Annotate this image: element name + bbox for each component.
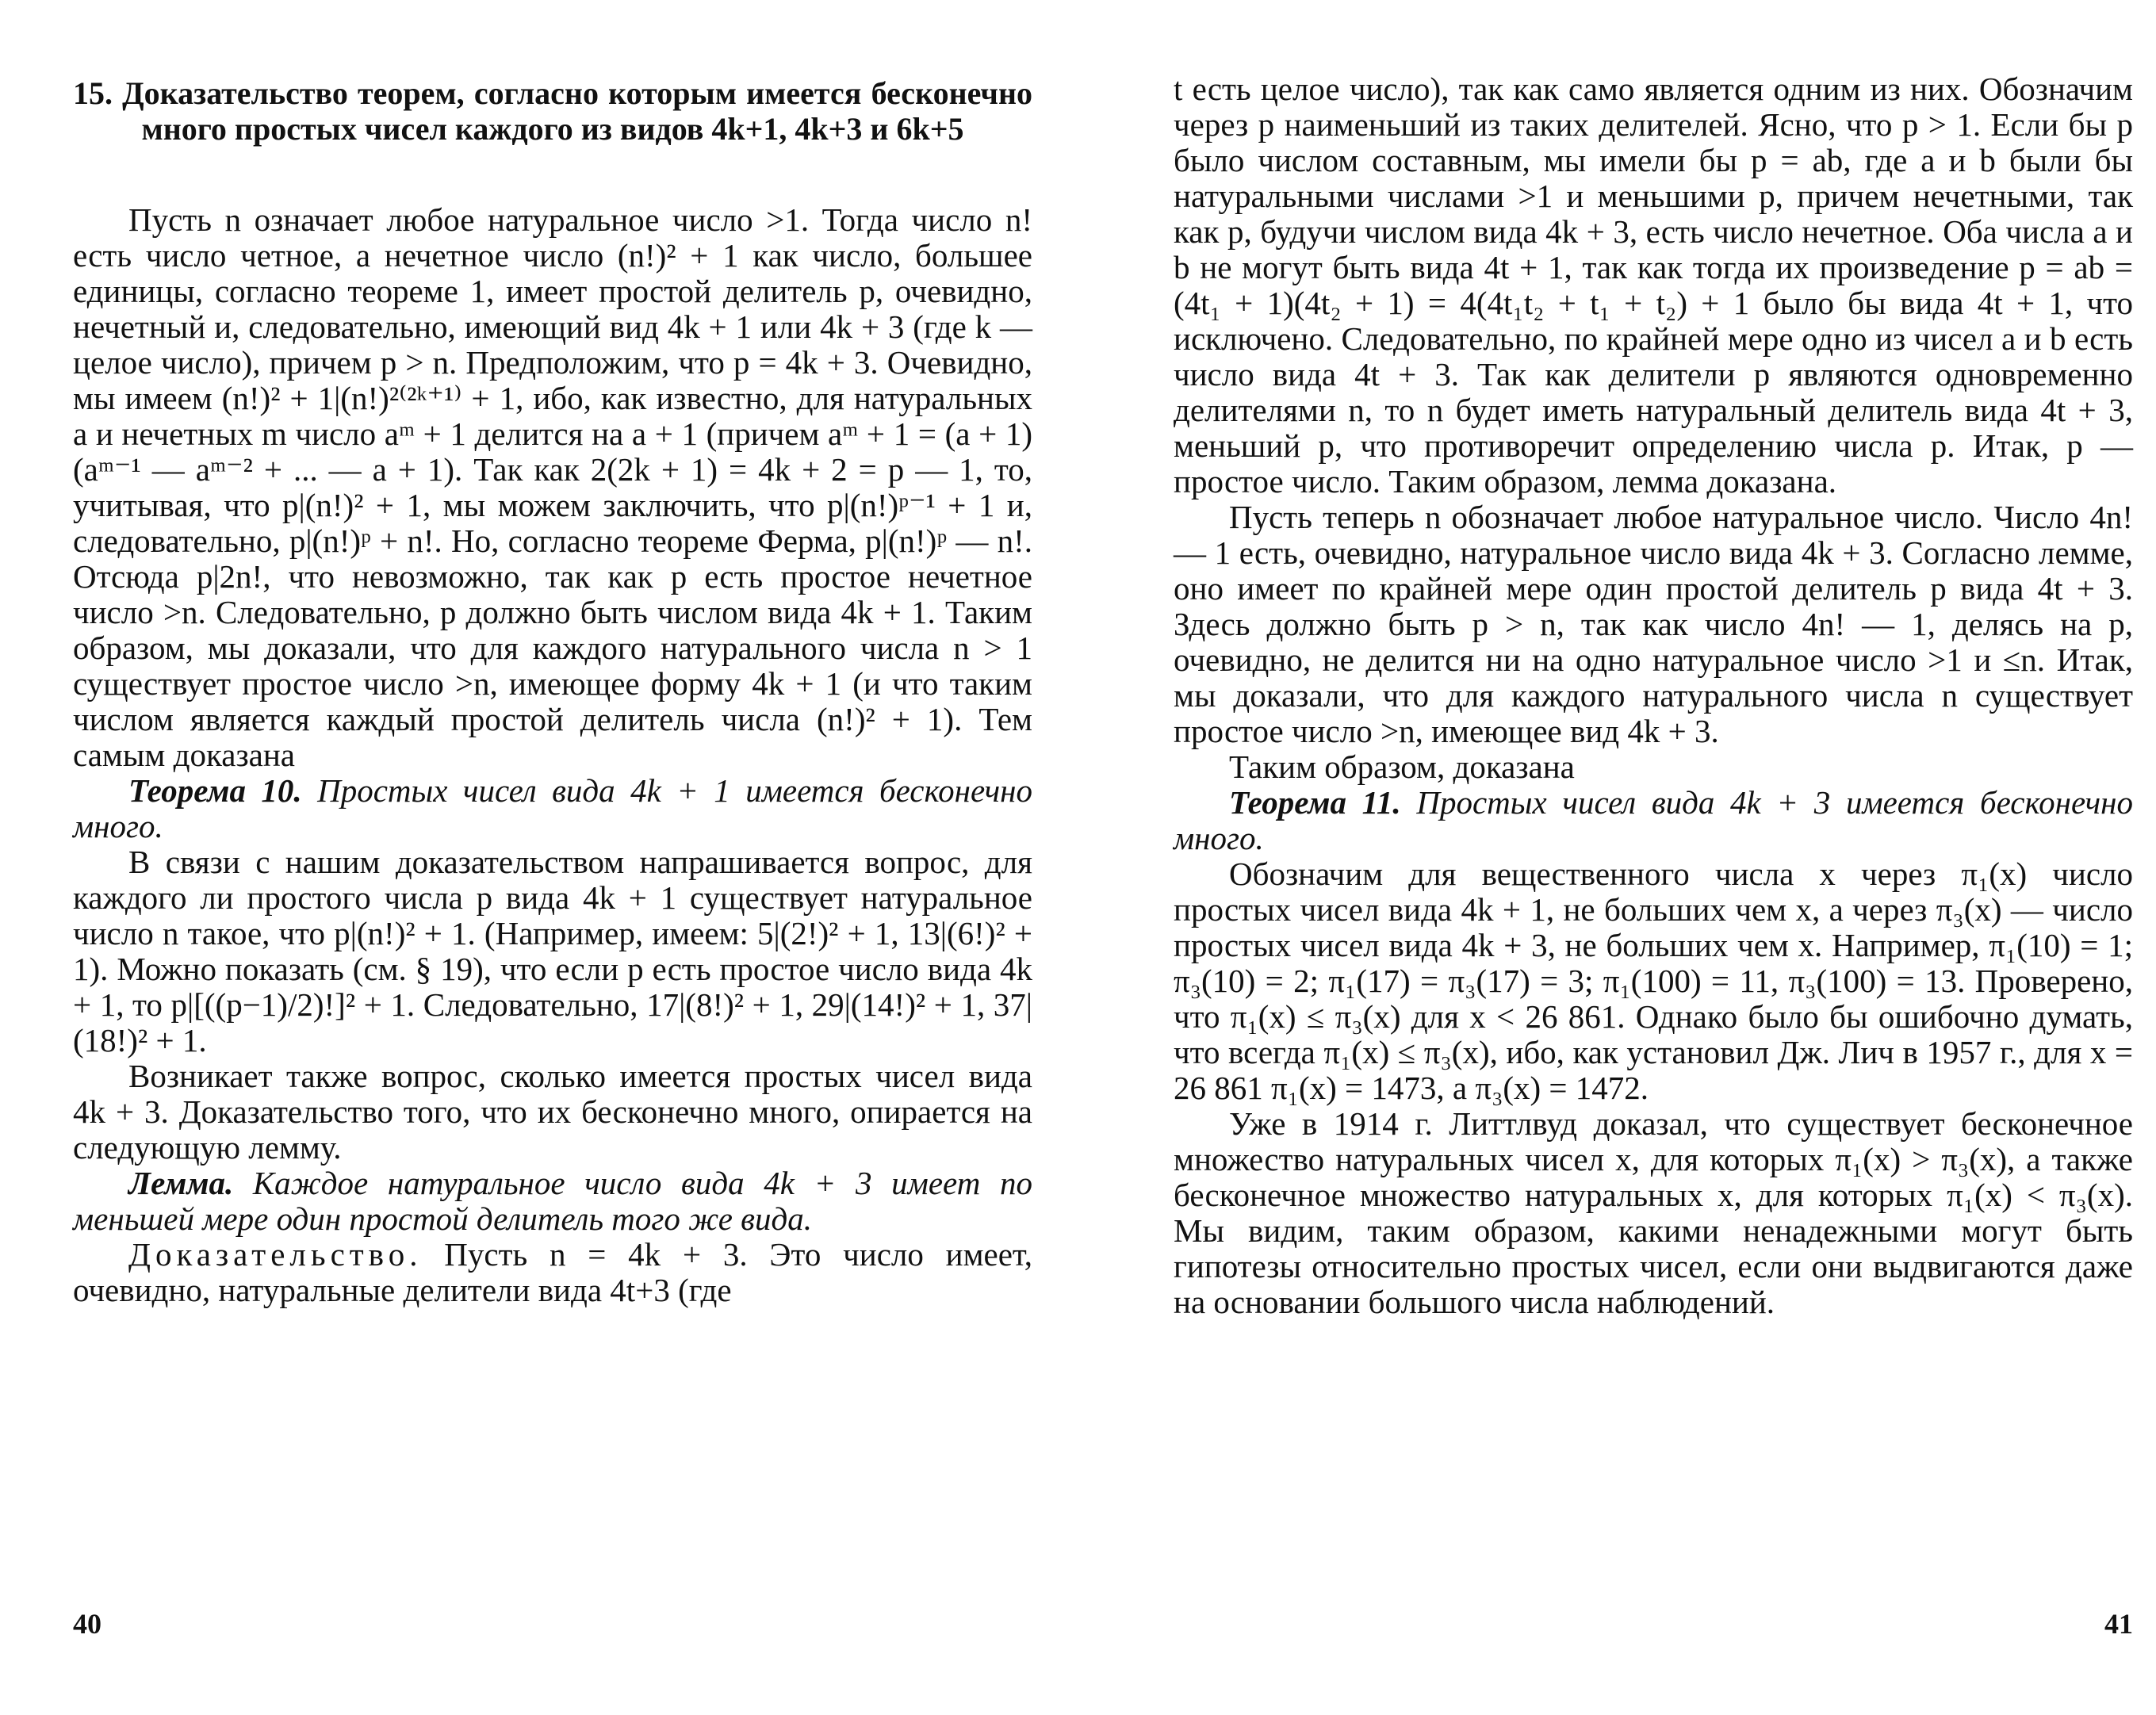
proof-text: Пусть n = 4k + 3. Это число имеет, очевидно, натуральные делители вида 4t+3 (где — [73, 1236, 1032, 1308]
lemma — [73, 1166, 1032, 1237]
right-page-text — [1174, 71, 2133, 1320]
lemma-text: Каждое натуральное число вида 4k + 3 имеет по меньшей мере один простой делитель того же вида. — [73, 1165, 1032, 1237]
paragraph: Уже в 1914 г. Литтлвуд доказал, что существует бесконечное множество натуральных чисел x, для которых π₁(x) > π₃(x), а также бесконечное множество натуральных x, для которых π₁(x) < π₃(x). Мы видим, таким образом, какими ненадежными могут быть гипотезы относительно простых чисел, если они выдвигаются даже на основании большого числа наблюдений. — [1174, 1105, 2133, 1320]
right-page — [1174, 0, 2133, 1715]
left-page — [73, 0, 1032, 1715]
theorem-10 — [73, 773, 1032, 844]
theorem-11-label: Теорема 11. — [1229, 784, 1401, 821]
section-heading: 15. Доказательство теорем, согласно которым имеется бесконечно много простых чисел каждого из видов 4k+1, 4k+3 и 6k+5 — [73, 75, 1032, 147]
theorem-11 — [1174, 785, 2133, 856]
proof-paragraph — [73, 1237, 1032, 1308]
page-number-left: 40 — [73, 1608, 101, 1640]
paragraph: Возникает также вопрос, сколько имеется простых чисел вида 4k + 3. Доказательство того, что их бесконечно много, опирается на следующую лемму. — [73, 1058, 1032, 1166]
left-page-text — [73, 75, 1032, 1308]
theorem-10-text: Простых чисел вида 4k + 1 имеется бесконечно много. — [73, 772, 1033, 844]
theorem-11-text: Простых чисел вида 4k + 3 имеется бесконечно много. — [1174, 784, 2133, 856]
paragraph: В связи с нашим доказательством напрашивается вопрос, для каждого ли простого числа p вида 4k + 1 существует натуральное число n такое, что p|(n!)² + 1. (Например, имеем: 5|(2!)² + 1, 13|(6!)² + 1). Можно показать (см. § 19), что если p есть простое число вида 4k + 1, то p|[((p−1)/2)!]² + 1. Следовательно, 17|(8!)² + 1, 29|(14!)² + 1, 37|(18!)² + 1. — [73, 844, 1032, 1058]
paragraph: Обозначим для вещественного числа x через π₁(x) число простых чисел вида 4k + 1, не больших чем x, а через π₃(x) — число простых чисел вида 4k + 3, не больших чем x. Например, π₁(10) = 1; π₃(10) = 2; π₁(17) = π₃(17) = 3; π₁(100) = 11, π₃(100) = 13. Проверено, что π₁(x) ≤ π₃(x) для x < 26 861. Однако было бы ошибочно думать, что всегда π₁(x) ≤ π₃(x), ибо, как установил Дж. Лич в 1957 г., для x = 26 861 π₁(x) = 1473, а π₃(x) = 1472. — [1174, 856, 2133, 1106]
page-number-right: 41 — [2104, 1608, 2133, 1640]
paragraph: t есть целое число), так как само является одним из них. Обозначим через p наименьший из таких делителей. Ясно, что p > 1. Если бы p было числом составным, мы имели бы p = ab, где a и b были бы натуральными числами >1 и меньшими p, причем нечетными, так как p, будучи числом вида 4k + 3, есть число нечетное. Оба числа a и b не могут быть вида 4t + 1, так как тогда их произведение p = ab = (4t₁ + 1)(4t₂ + 1) = 4(4t₁t₂ + t₁ + t₂) + 1 было бы вида 4t + 1, что исключено. Следовательно, по крайней мере одно из чисел a и b есть число вида 4t + 3. Так как делители p являются одновременно делителями n, то n будет иметь натуральный делитель вида 4t + 3, меньший p, что противоречит определению числа p. Итак, p — простое число. Таким образом, лемма доказана. — [1174, 71, 2133, 500]
proof-label: Доказательство. — [128, 1236, 423, 1273]
paragraph: Пусть n означает любое натуральное число >1. Тогда число n! есть число четное, а нечетное число (n!)² + 1 как число, большее единицы, согласно теореме 1, имеет простой делитель p, очевидно, нечетный и, следовательно, имеющий вид 4k + 1 или 4k + 3 (где k — целое число), причем p > n. Предположим, что p = 4k + 3. Очевидно, мы имеем (n!)² + 1|(n!)²⁽²ᵏ⁺¹⁾ + 1, ибо, как известно, для натуральных a и нечетных m число aᵐ + 1 делится на a + 1 (причем aᵐ + 1 = (a + 1)(aᵐ⁻¹ — aᵐ⁻² + ... — a + 1). Так как 2(2k + 1) = 4k + 2 = p — 1, то, учитывая, что p|(n!)² + 1, мы можем заключить, что p|(n!)ᵖ⁻¹ + 1 и, следовательно, p|(n!)ᵖ + n!. Но, согласно теореме Ферма, p|(n!)ᵖ — n!. Отсюда p|2n!, что невозможно, так как p есть простое нечетное число >n. Следовательно, p должно быть числом вида 4k + 1. Таким образом, мы доказали, что для каждого натурального числа n > 1 существует простое число >n, имеющее форму 4k + 1 (и что таким числом является каждый простой делитель числа (n!)² + 1). Тем самым доказана — [73, 201, 1032, 773]
paragraph: Пусть теперь n обозначает любое натуральное число. Число 4n! — 1 есть, очевидно, натуральное число вида 4k + 3. Согласно лемме, оно имеет по крайней мере один простой делитель p вида 4t + 3. Здесь должно быть p > n, так как число 4n! — 1, делясь на p, очевидно, не делится ни на одно натуральное число >1 и ≤n. Итак, мы доказали, что для каждого натурального числа n существует простое число >n, имеющее вид 4k + 3. — [1174, 499, 2133, 749]
theorem-10-label: Теорема 10. — [128, 772, 302, 809]
paragraph: Таким образом, доказана — [1229, 748, 1575, 785]
lemma-label: Лемма. — [128, 1165, 234, 1201]
